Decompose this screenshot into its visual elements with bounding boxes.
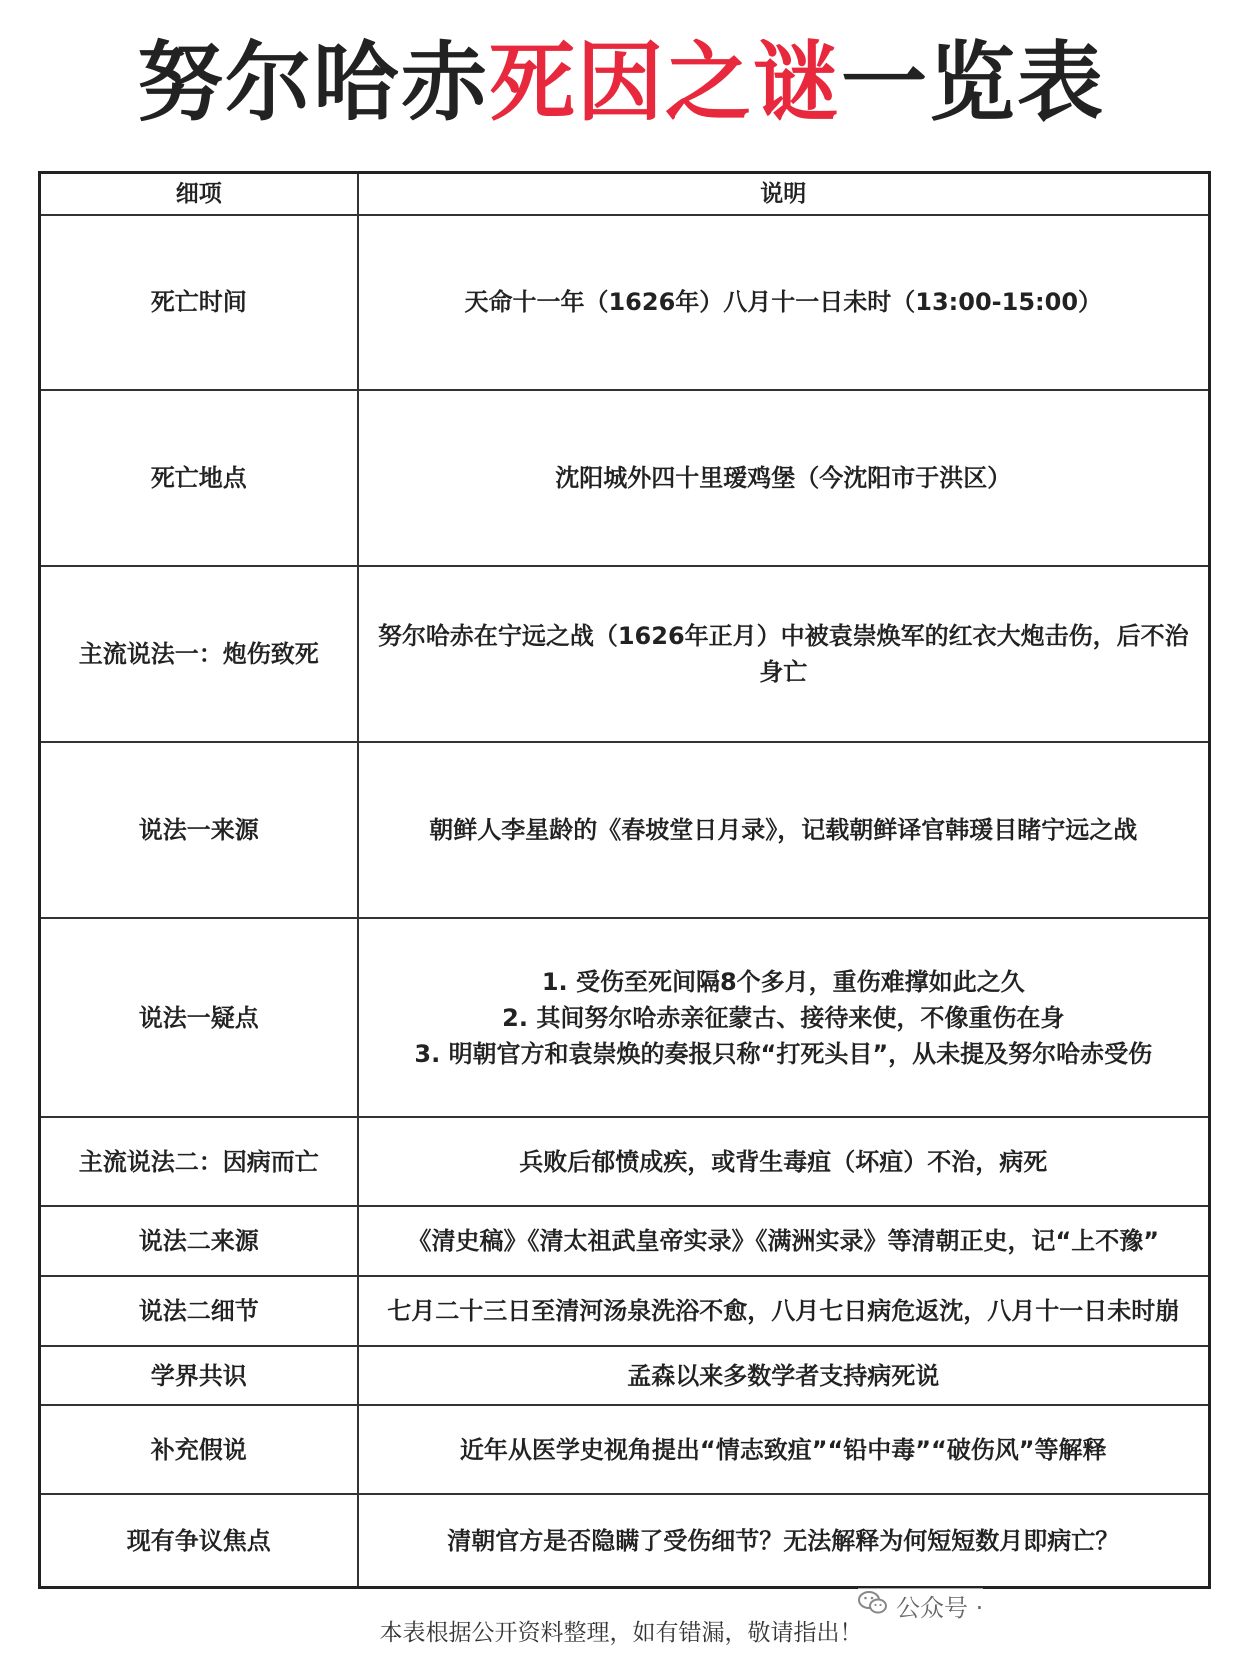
death-mystery-table [38, 171, 1211, 1589]
list-item: 3. 明朝官方和袁崇焕的奏报只称“打死头目”，从未提及努尔哈赤受伤 [414, 1039, 1153, 1068]
page-title [0, 28, 1242, 138]
table-row [40, 390, 1210, 566]
title-accent: 死因之谜 [489, 33, 841, 133]
title-part2: 一览表 [841, 33, 1105, 133]
row-item: 死亡时间 [40, 215, 358, 391]
row-desc-list [358, 918, 1210, 1117]
table-row [40, 1405, 1210, 1494]
table-header-row [40, 173, 1210, 215]
row-desc: 《清史稿》《清太祖武皇帝实录》《满洲实录》等清朝正史，记“上不豫” [358, 1206, 1210, 1276]
list-item: 1. 受伤至死间隔8个多月，重伤难撑如此之久 [541, 967, 1025, 996]
row-item: 补充假说 [40, 1405, 358, 1494]
footer-note: 本表根据公开资料整理，如有错漏，敬请指出！ [379, 1620, 863, 1646]
list-item: 2. 其间努尔哈赤亲征蒙古、接待来使，不像重伤在身 [502, 1003, 1065, 1032]
header-desc: 说明 [358, 173, 1210, 215]
row-desc: 孟森以来多数学者支持病死说 [358, 1346, 1210, 1405]
header-item: 细项 [40, 173, 358, 215]
row-item: 说法一疑点 [40, 918, 358, 1117]
row-desc: 朝鲜人李星龄的《春坡堂日月录》，记载朝鲜译官韩瑗目睹宁远之战 [358, 742, 1210, 918]
watermark-text: 公众号 · [896, 1594, 984, 1622]
row-item: 主流说法二：因病而亡 [40, 1117, 358, 1206]
row-desc: 七月二十三日至清河汤泉洗浴不愈，八月七日病危返沈，八月十一日未时崩 [358, 1276, 1210, 1346]
row-item: 说法一来源 [40, 742, 358, 918]
table-row [40, 742, 1210, 918]
table-row [40, 215, 1210, 391]
row-desc: 清朝官方是否隐瞒了受伤细节？无法解释为何短短数月即病亡？ [358, 1494, 1210, 1587]
row-item: 说法二细节 [40, 1276, 358, 1346]
table-row [40, 1346, 1210, 1405]
row-desc: 天命十一年（1626年）八月十一日未时（13:00-15:00） [358, 215, 1210, 391]
title-part1: 努尔哈赤 [137, 33, 489, 133]
table-row [40, 1206, 1210, 1276]
table-row [40, 918, 1210, 1117]
row-item: 死亡地点 [40, 390, 358, 566]
table-row [40, 1117, 1210, 1206]
row-item: 学界共识 [40, 1346, 358, 1405]
table-row [40, 566, 1210, 742]
row-desc: 沈阳城外四十里瑷鸡堡（今沈阳市于洪区） [358, 390, 1210, 566]
row-desc: 努尔哈赤在宁远之战（1626年正月）中被袁崇焕军的红衣大炮击伤，后不治身亡 [358, 566, 1210, 742]
row-item: 现有争议焦点 [40, 1494, 358, 1587]
table-row [40, 1276, 1210, 1346]
table-row [40, 1494, 1210, 1587]
row-desc: 兵败后郁愤成疾，或背生毒疽（坏疽）不治，病死 [358, 1117, 1210, 1206]
row-item: 说法二来源 [40, 1206, 358, 1276]
row-item: 主流说法一：炮伤致死 [40, 566, 358, 742]
row-desc: 近年从医学史视角提出“情志致疽”“铅中毒”“破伤风”等解释 [358, 1405, 1210, 1494]
